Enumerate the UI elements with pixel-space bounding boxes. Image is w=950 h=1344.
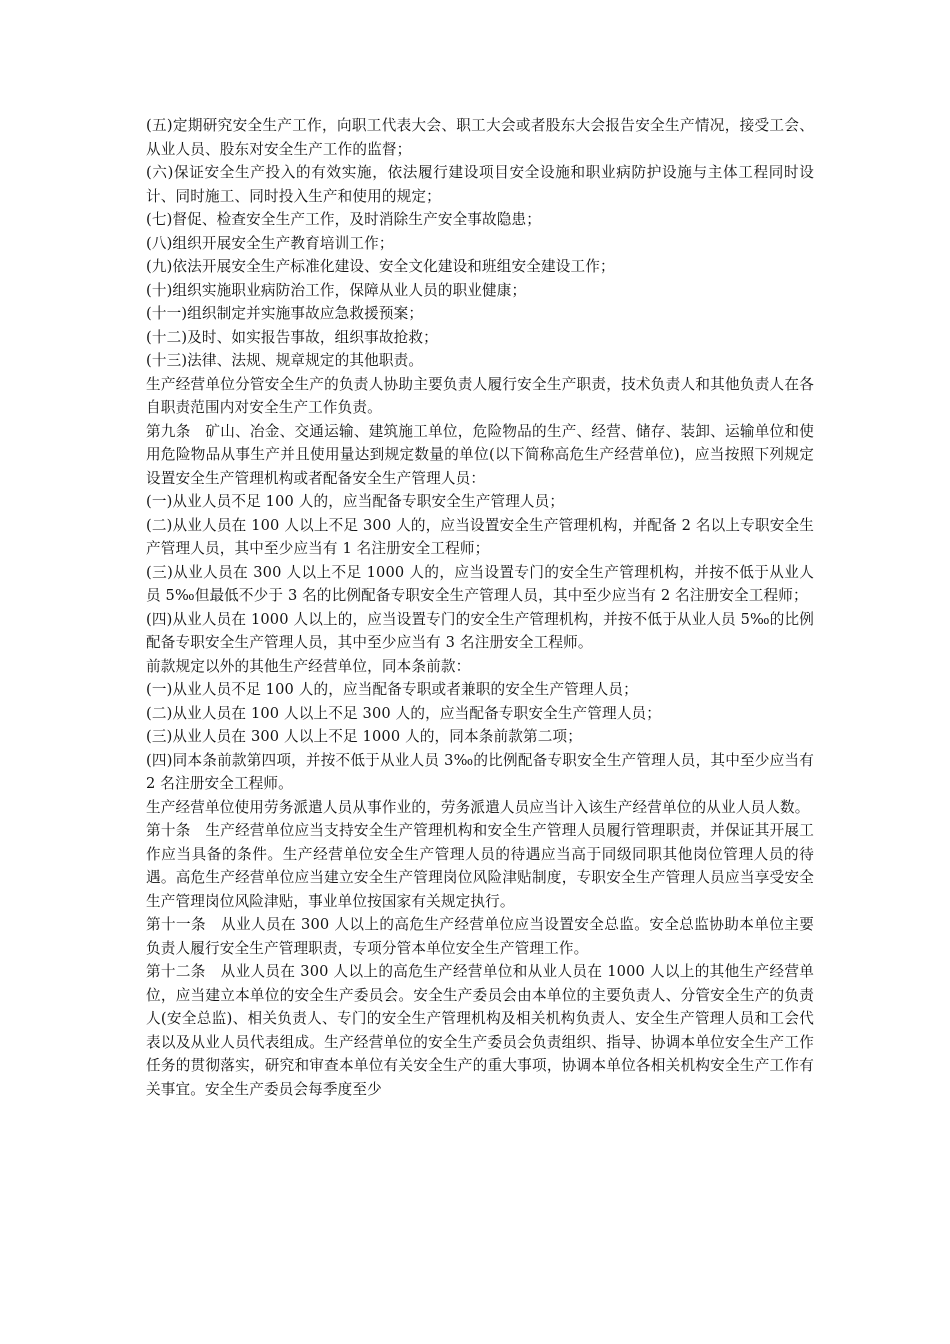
paragraph-other-units-item-2: (二)从业人员在 100 人以上不足 300 人的，应当配备专职安全生产管理人员； — [146, 704, 662, 722]
paragraph-article-9: 第九条 矿山、冶金、交通运输、建筑施工单位，危险物品的生产、经营、储存、装卸、运输单位和使用危险物品从事生产并且使用量达到规定数量的单位(以下简称高危生产经营单位)，应当按照下列规定设置安全生产管理机构或者配备安全生产管理人员： — [146, 422, 814, 487]
paragraph-duty-12: (十二)及时、如实报告事故，组织事故抢救； — [146, 328, 438, 346]
paragraph-duty-9: (九)依法开展安全生产标准化建设、安全文化建设和班组安全建设工作； — [146, 258, 615, 275]
paragraph-duty-13: (十三)法律、法规、规章规定的其他职责。 — [146, 352, 424, 369]
paragraph-article-9-item-4: (四)从业人员在 1000 人以上的，应当设置专门的安全生产管理机构，并按不低于从业人员 5‰的比例配备专职安全生产管理人员，其中至少应当有 3 名注册安全工程师。 — [146, 610, 814, 651]
paragraph-other-units-item-3: (三)从业人员在 300 人以上不足 1000 人的，同本条前款第二项； — [146, 728, 582, 745]
paragraph-duty-7: (七)督促、检查安全生产工作，及时消除生产安全事故隐患； — [146, 211, 542, 228]
paragraph-article-9-item-2: (二)从业人员在 100 人以上不足 300 人的，应当设置安全生产管理机构，并配备 2 名以上专职安全生产管理人员，其中至少应当有 1 名注册安全工程师； — [146, 516, 814, 557]
document-page — [146, 114, 814, 1101]
paragraph-duty-10: (十)组织实施职业病防治工作，保障从业人员的职业健康； — [146, 281, 527, 299]
paragraph-dispatched-workers: 生产经营单位使用劳务派遣人员从事作业的，劳务派遣人员应当计入该生产经营单位的从业人员人数。 — [146, 798, 810, 816]
paragraph-duty-5: (五)定期研究安全生产工作，向职工代表大会、职工大会或者股东大会报告安全生产情况，接受工会、从业人员、股东对安全生产工作的监督； — [146, 117, 814, 158]
paragraph-duty-8: (八)组织开展安全生产教育培训工作； — [146, 234, 394, 252]
paragraph-other-units-item-4: (四)同本条前款第四项，并按不低于从业人员 3‰的比例配备专职安全生产管理人员，其中至少应当有 2 名注册安全工程师。 — [146, 751, 814, 792]
paragraph-deputy-responsibility: 生产经营单位分管安全生产的负责人协助主要负责人履行安全生产职责，技术负责人和其他负责人在各自职责范围内对安全生产工作负责。 — [146, 375, 814, 416]
paragraph-article-11: 第十一条 从业人员在 300 人以上的高危生产经营单位应当设置安全总监。安全总监协助本单位主要负责人履行安全生产管理职责，专项分管本单位安全生产管理工作。 — [146, 916, 814, 957]
paragraph-duty-6: (六)保证安全生产投入的有效实施，依法履行建设项目安全设施和职业病防护设施与主体工程同时设计、同时施工、同时投入生产和使用的规定； — [146, 164, 814, 205]
paragraph-other-units: 前款规定以外的其他生产经营单位，同本条前款： — [146, 657, 471, 675]
paragraph-other-units-item-1: (一)从业人员不足 100 人的，应当配备专职或者兼职的安全生产管理人员； — [146, 681, 638, 698]
paragraph-article-9-item-1: (一)从业人员不足 100 人的，应当配备专职安全生产管理人员； — [146, 493, 565, 510]
paragraph-article-9-item-3: (三)从业人员在 300 人以上不足 1000 人的，应当设置专门的安全生产管理机构，并按不低于从业人员 5‰但最低不少于 3 名的比例配备专职安全生产管理人员，其中至少应当有 2 名注册安全工程师； — [146, 563, 814, 604]
paragraph-duty-11: (十一)组织制定并实施事故应急救援预案； — [146, 305, 424, 322]
paragraph-article-12: 第十二条 从业人员在 300 人以上的高危生产经营单位和从业人员在 1000 人以上的其他生产经营单位，应当建立本单位的安全生产委员会。安全生产委员会由本单位的主要负责人、分管安全生产的负责人(安全总监)、相关负责人、专门的安全生产管理机构及相关机构负责人、安全生产管理人员和工会代表以及从业人员代表组成。生产经营单位的安全生产委员会负责组织、指导、协调本单位安全生产工作任务的贯彻落实，研究和审查本单位有关安全生产的重大事项，协调本单位各相关机构安全生产工作有关事宜。安全生产委员会每季度至少 — [146, 963, 814, 1098]
paragraph-article-10: 第十条 生产经营单位应当支持安全生产管理机构和安全生产管理人员履行管理职责，并保证其开展工作应当具备的条件。生产经营单位安全生产管理人员的待遇应当高于同级同职其他岗位管理人员的待遇。高危生产经营单位应当建立安全生产管理岗位风险津贴制度，专职安全生产管理人员应当享受安全生产管理岗位风险津贴，事业单位按国家有关规定执行。 — [146, 822, 814, 910]
